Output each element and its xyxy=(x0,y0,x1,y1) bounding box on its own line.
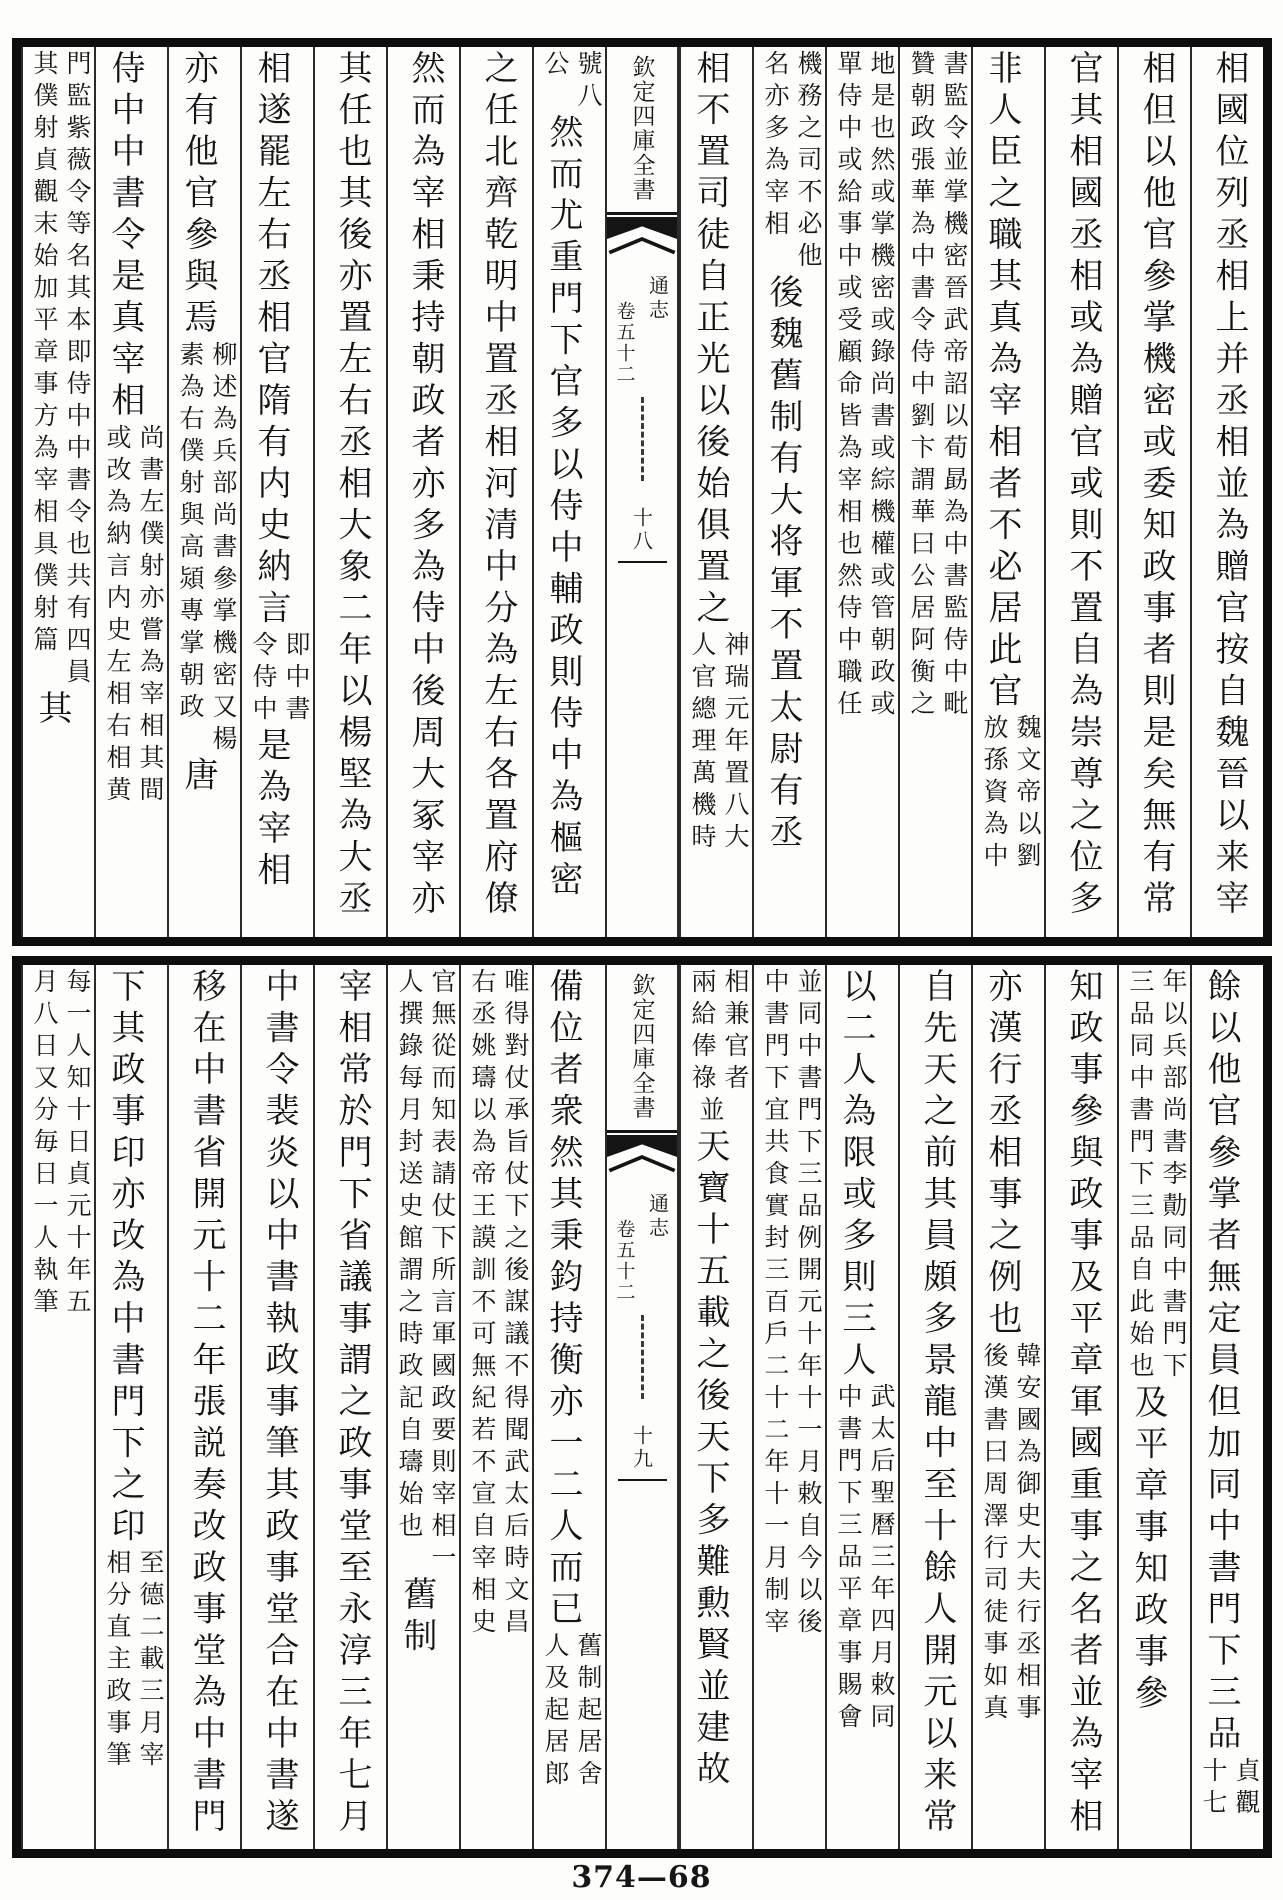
note-left-subcolumn: 公 xyxy=(541,50,570,82)
note-right-subcolumn: 唯得對仗承旨仗下之後謀議不得聞武太后時文昌 xyxy=(501,968,530,1640)
main-text: 侍中中書令是真宰相 xyxy=(105,50,145,424)
main-text: 下其政事印亦改為中書門下之印 xyxy=(105,968,145,1549)
text-column xyxy=(240,965,313,1849)
main-text: 相但以他官參掌機密或委知政事者則是矣無有常 xyxy=(1136,50,1176,922)
text-column xyxy=(313,47,386,937)
interlinear-note xyxy=(1197,1757,1263,1821)
series-title: 欽定四庫全書 xyxy=(628,973,655,1120)
note-right-subcolumn: 魏文帝以劉 xyxy=(1013,714,1042,874)
note-right-subcolumn: 機務之司不必他 xyxy=(794,50,823,274)
text-column xyxy=(1044,965,1117,1849)
main-text: 餘以他官參掌者無定員但加同中書門下三品 xyxy=(1201,968,1241,1757)
text-column xyxy=(1190,47,1263,937)
text-column xyxy=(752,47,825,937)
main-text: 亦有他官參與焉 xyxy=(178,50,218,341)
text-column xyxy=(898,47,971,937)
interlinear-note xyxy=(393,968,459,1576)
main-text: 其任也其後亦置左右丞相大象二年以楊堅為大丞 xyxy=(332,50,372,922)
main-text: 之任北齊乾明中置丞相河清中分為左右各置府僚 xyxy=(478,50,518,922)
interlinear-note xyxy=(759,968,825,1640)
series-title: 欽定四庫全書 xyxy=(628,55,655,202)
series-title-box xyxy=(607,47,677,215)
main-text: 自先天之前其員頗多景龍中至十餘人開元以来常 xyxy=(917,968,957,1840)
main-text: 相國位列丞相上并丞相並為贈官按自魏晉以来宰 xyxy=(1209,50,1249,922)
text-column xyxy=(459,965,532,1849)
text-column xyxy=(825,47,898,937)
interlinear-note xyxy=(101,1549,167,1773)
folio-rule xyxy=(618,561,667,563)
series-title-box xyxy=(607,965,677,1133)
plate-number: 374—68 xyxy=(571,1860,712,1895)
note-left-subcolumn: 其僕射貞觀末始加平章事方為宰相具僕射篇 xyxy=(30,50,59,658)
interlinear-note xyxy=(978,714,1044,874)
interlinear-note xyxy=(28,968,94,1320)
note-left-subcolumn: 十七 xyxy=(1199,1756,1228,1821)
interlinear-note xyxy=(759,50,825,274)
interlinear-note xyxy=(539,1632,605,1792)
note-right-subcolumn: 相兼官者 xyxy=(721,968,750,1096)
note-left-subcolumn: 三品同中書門下三品自此始也 xyxy=(1126,968,1155,1384)
interlinear-note xyxy=(1124,968,1190,1384)
note-left-subcolumn: 人撰錄每月封送史館謂之時政記自璹始也 xyxy=(395,968,424,1544)
main-text: 其 xyxy=(32,690,72,732)
note-right-subcolumn: 至德二載三月宰 xyxy=(136,1549,165,1773)
note-right-subcolumn: 號八 xyxy=(574,50,603,114)
note-left-subcolumn: 人及起居郎 xyxy=(541,1632,570,1792)
note-right-subcolumn: 貞觀 xyxy=(1232,1756,1261,1821)
main-text: 相遂罷左右丞相官隋有内史納言 xyxy=(251,50,291,631)
column-grid xyxy=(21,47,1263,937)
note-left-subcolumn: 月八日又分毎日一人執筆 xyxy=(30,968,59,1320)
note-left-subcolumn: 令侍中 xyxy=(249,631,278,727)
book-title: 通志 xyxy=(645,275,670,323)
interlinear-note xyxy=(247,631,313,727)
text-column xyxy=(386,47,459,937)
interlinear-note xyxy=(686,968,752,1096)
main-text: 官其相國丞相或為贈官或則不置自為崇尊之位多 xyxy=(1063,50,1103,922)
main-text: 中書令裴炎以中書執政事筆其政事堂合在中書遂 xyxy=(259,968,299,1840)
note-right-subcolumn: 年以兵部尚書李勣同中書門下 xyxy=(1159,968,1188,1384)
note-right-subcolumn: 門監紫薇令等名其本即侍中中書令也共有四員 xyxy=(63,50,92,690)
interlinear-note xyxy=(466,968,532,1640)
text-column xyxy=(21,965,94,1849)
main-text: 以二人為限或多則三人 xyxy=(836,968,876,1383)
note-right-subcolumn: 韓安國為御史大夫行丞相事 xyxy=(1013,1341,1042,1726)
note-right-subcolumn: 官無從而知表請仗下所言軍國政要則宰相一 xyxy=(428,968,457,1576)
main-text: 知政事參與政事及平章軍國重事之名者並為宰相 xyxy=(1063,968,1103,1840)
text-column xyxy=(825,965,898,1849)
main-text: 唐 xyxy=(178,756,218,798)
note-right-subcolumn: 並同中書門下三品例開元十年十一月敕自今以後 xyxy=(794,968,823,1640)
page-block-top xyxy=(12,38,1272,946)
main-text: 移在中書省開元十二年張説奏改政事堂為中書門 xyxy=(186,968,226,1840)
interlinear-note xyxy=(832,1383,898,1735)
note-left-subcolumn: 右丞姚璹以為帝王謨訓不可無紀若不宣自宰相史 xyxy=(468,968,497,1640)
note-left-subcolumn: 贊朝政張華為中書令侍中劉卞謂華曰公居阿衡之 xyxy=(907,50,936,722)
folio-number: 十八 xyxy=(629,507,654,553)
column-dashes xyxy=(641,397,644,481)
text-column xyxy=(94,965,167,1849)
text-column xyxy=(313,965,386,1849)
interlinear-note xyxy=(978,1342,1044,1726)
text-column xyxy=(532,965,605,1849)
main-text: 亦漢行丞相事之例也 xyxy=(982,968,1022,1342)
text-column xyxy=(898,965,971,1849)
text-column xyxy=(459,47,532,937)
text-column xyxy=(679,47,752,937)
note-right-subcolumn: 柳述為兵部尚書參掌機密又楊 xyxy=(209,340,238,757)
colophon-column xyxy=(605,965,679,1849)
note-right-subcolumn: 神瑞元年置八大 xyxy=(721,631,750,855)
chapter-number: 卷五十二 xyxy=(613,1219,636,1303)
note-left-subcolumn: 單侍中或給事中或受顧命皆為宰相也然侍中職任 xyxy=(834,50,863,722)
note-right-subcolumn: 尚書左僕射亦嘗為宰相其間 xyxy=(136,423,165,808)
note-left-subcolumn: 兩給俸祿 xyxy=(688,968,717,1096)
note-left-subcolumn: 素為右僕射與高熲專掌朝政 xyxy=(176,340,205,725)
title-group xyxy=(612,275,673,385)
text-column xyxy=(167,965,240,1849)
main-text: 天寶十五載之後天下多難勲賢並建故 xyxy=(690,1128,730,1792)
note-right-subcolumn: 每一人知十日貞元十年五 xyxy=(63,968,92,1320)
small-text: 並 xyxy=(696,1096,725,1128)
text-column xyxy=(971,965,1044,1849)
book-title: 通志 xyxy=(645,1193,670,1241)
note-right-subcolumn: 舊制起居舍 xyxy=(574,1632,603,1792)
main-text: 然而為宰相秉持朝政者亦多為侍中後周大冢宰亦 xyxy=(405,50,445,922)
main-text: 舊制 xyxy=(397,1576,437,1659)
text-column xyxy=(21,47,94,937)
page-block-bottom xyxy=(12,956,1272,1858)
main-text: 非人臣之職其真為宰相者不必居此官 xyxy=(982,50,1022,714)
column-dashes xyxy=(641,1315,644,1399)
interlinear-note xyxy=(686,631,752,855)
fishtail-icon xyxy=(607,217,677,261)
note-left-subcolumn: 人官總理萬機時 xyxy=(688,631,717,855)
note-right-subcolumn: 武太后聖曆三年四月敕同 xyxy=(867,1383,896,1735)
note-left-subcolumn: 相分直主政事筆 xyxy=(103,1549,132,1773)
note-left-subcolumn: 後漢書曰周澤行司徒事如真 xyxy=(980,1341,1009,1726)
interlinear-note xyxy=(905,50,971,722)
text-column xyxy=(94,47,167,937)
text-column xyxy=(1044,47,1117,937)
folio-number: 十九 xyxy=(629,1425,654,1471)
chapter-number: 卷五十二 xyxy=(613,301,636,385)
text-column xyxy=(1190,965,1263,1849)
main-text: 是為宰相 xyxy=(251,727,291,893)
text-column xyxy=(240,47,313,937)
note-right-subcolumn: 即中書 xyxy=(282,631,311,727)
note-left-subcolumn: 中書門下三品平章事賜會 xyxy=(834,1383,863,1735)
text-column xyxy=(752,965,825,1849)
interlinear-note xyxy=(539,50,605,114)
note-left-subcolumn: 中書門下宜共食實封三百戶二十二年十一月制宰 xyxy=(761,968,790,1640)
note-right-subcolumn: 書監令並掌機密晉武帝詔以荀勗為中書監侍中毗 xyxy=(940,50,969,722)
interlinear-note xyxy=(174,341,240,757)
main-text: 然而尤重門下官多以侍中輔政則侍中為樞密 xyxy=(543,114,583,903)
folio-rule xyxy=(618,1479,667,1481)
fishtail-icon xyxy=(607,1135,677,1179)
main-text: 宰相常於門下省議事謂之政事堂至永淳三年七月 xyxy=(332,968,372,1840)
main-text: 相不置司徒自正光以後始俱置之 xyxy=(690,50,730,631)
text-column xyxy=(971,47,1044,937)
text-column xyxy=(167,47,240,937)
interlinear-note xyxy=(101,424,167,808)
colophon-column xyxy=(605,47,679,937)
text-column xyxy=(386,965,459,1849)
interlinear-note xyxy=(28,50,94,690)
main-text: 後魏舊制有大将軍不置太尉有丞 xyxy=(763,274,803,855)
main-text: 及平章事知政事參 xyxy=(1128,1384,1168,1716)
text-column xyxy=(679,965,752,1849)
title-group xyxy=(612,1193,673,1303)
note-right-subcolumn: 地是也然或掌機密或錄尚書或綜機權或管朝政或 xyxy=(867,50,896,722)
note-left-subcolumn: 或改為納言内史左相右相黄 xyxy=(103,423,132,808)
interlinear-note xyxy=(832,50,898,722)
column-grid xyxy=(21,965,1263,1849)
note-left-subcolumn: 名亦多為宰相 xyxy=(761,50,790,242)
text-column xyxy=(1117,47,1190,937)
main-text: 備位者衆然其秉鈞持衡亦一二人而已 xyxy=(543,968,583,1632)
text-column xyxy=(532,47,605,937)
note-left-subcolumn: 放孫資為中 xyxy=(980,714,1009,874)
text-column xyxy=(1117,965,1190,1849)
